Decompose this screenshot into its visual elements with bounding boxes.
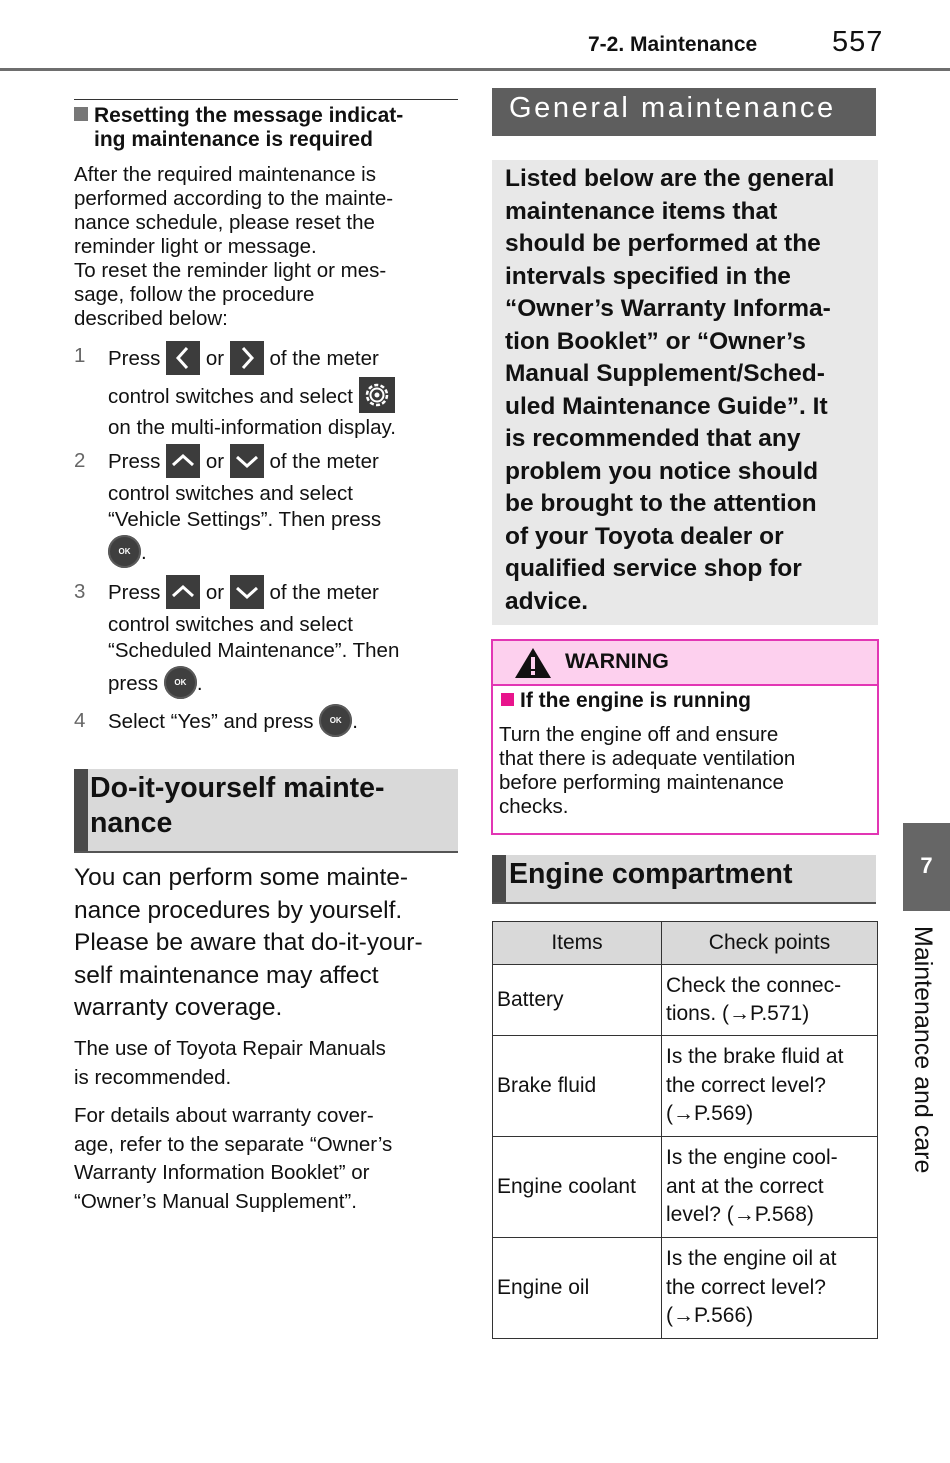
step-text: control switches and select <box>108 385 353 408</box>
step-text: or <box>205 347 225 370</box>
gm-line: qualified service shop for <box>505 555 802 582</box>
warning-line: Turn the engine off and ensure <box>499 723 779 746</box>
step-text: of the meter <box>269 581 379 604</box>
gm-line: problem you notice should <box>505 457 819 485</box>
ok-button-icon: OK <box>164 666 197 699</box>
heading-accent-bar <box>492 855 506 902</box>
table-cell-item: Battery <box>493 965 662 1036</box>
ok-button-icon: OK <box>319 704 352 737</box>
step-text: Press <box>108 347 161 370</box>
general-maintenance-title: General maintenance <box>509 92 836 124</box>
table-row <box>493 1036 878 1137</box>
intro-line: reminder light or message. <box>74 235 317 258</box>
warning-line: checks. <box>499 795 569 818</box>
diy-title <box>90 771 450 841</box>
step-number: 1 <box>74 344 86 367</box>
gm-line: intervals specified in the <box>505 262 791 290</box>
chevron-right-icon <box>230 341 264 375</box>
diy-title-line: nance <box>90 807 173 839</box>
diy-body-line: warranty coverage. <box>74 994 283 1021</box>
check-line: Is the engine cool- <box>666 1146 838 1170</box>
gm-line: uled Maintenance Guide”. It <box>505 392 828 420</box>
engine-compartment-title: Engine compartment <box>509 858 793 890</box>
table-cell-check-point <box>662 965 878 1036</box>
warning-text <box>499 723 869 819</box>
check-line: (→P.569) <box>666 1102 754 1126</box>
gm-line: is recommended that any <box>505 425 801 452</box>
check-line: Is the brake fluid at <box>666 1045 844 1069</box>
intro-line: described below: <box>74 307 228 330</box>
table-cell-item: Brake fluid <box>493 1036 662 1137</box>
gm-line: advice. <box>505 587 589 615</box>
intro-line: sage, follow the procedure <box>74 283 315 306</box>
warning-label: WARNING <box>565 649 669 673</box>
reset-heading-line2: ing maintenance is required <box>94 128 373 151</box>
note-line: is recommended. <box>74 1065 232 1089</box>
gm-line: of your Toyota dealer or <box>505 522 784 550</box>
warning-box <box>491 639 879 835</box>
gm-line: be brought to the attention <box>505 490 817 517</box>
gm-line: should be performed at the <box>505 230 821 257</box>
chevron-left-icon <box>166 341 200 375</box>
step-number: 4 <box>74 709 86 732</box>
diy-body-line: self maintenance may affect <box>74 961 379 989</box>
warning-subheading <box>501 689 751 713</box>
step-text: of the meter <box>269 450 379 473</box>
step-text: on the multi-information display. <box>108 415 396 439</box>
header-divider <box>0 68 950 71</box>
note-line: age, refer to the separate “Owner’s <box>74 1132 393 1156</box>
warning-header <box>493 641 877 686</box>
step-text: . <box>352 710 358 733</box>
general-maintenance-box <box>492 160 878 625</box>
note-line: Warranty Information Booklet” or <box>74 1161 370 1184</box>
bullet-square-icon <box>501 693 514 706</box>
table-cell-check-point <box>662 1137 878 1238</box>
note-line: “Owner’s Manual Supplement”. <box>74 1189 357 1213</box>
diy-body-line: You can perform some mainte- <box>74 864 409 891</box>
general-maintenance-text <box>505 163 871 618</box>
chapter-tab[interactable] <box>903 823 950 911</box>
step-text: . <box>196 672 203 695</box>
reset-heading-line1: Resetting the message indicat- <box>94 104 404 127</box>
step-text: control switches and select <box>108 482 353 505</box>
check-line: ant at the correct <box>666 1174 824 1198</box>
check-line: Is the engine oil at <box>666 1247 837 1271</box>
gm-line: Listed below are the general <box>505 165 835 192</box>
diy-body-line: nance procedures by yourself. <box>74 896 403 924</box>
chapter-label: Maintenance and care <box>909 926 937 1174</box>
table-header-row <box>493 922 878 965</box>
check-line: (→P.566) <box>666 1304 754 1328</box>
chapter-number: 7 <box>920 853 933 878</box>
subsection-divider <box>74 99 458 100</box>
step-text: control switches and select <box>108 613 353 636</box>
note-line: The use of Toyota Repair Manuals <box>74 1037 386 1060</box>
step-text: of the meter <box>269 347 379 370</box>
table-cell-check-point <box>662 1238 878 1339</box>
intro-line: performed according to the mainte- <box>74 187 394 210</box>
warranty-note <box>74 1102 464 1216</box>
step-text: “Vehicle Settings”. Then press <box>108 508 382 531</box>
engine-compartment-heading-box <box>492 855 876 904</box>
heading-accent-bar <box>74 769 88 851</box>
step-text: . <box>141 541 147 564</box>
check-line: Check the connec- <box>666 973 842 997</box>
diy-heading-box <box>74 769 458 853</box>
page-number: 557 <box>832 26 884 58</box>
warning-line: before performing maintenance <box>499 771 784 794</box>
gm-line: “Owner’s Warranty Informa- <box>505 295 831 322</box>
step-text: “Scheduled Maintenance”. Then <box>108 639 400 662</box>
table-header-items: Items <box>493 922 662 965</box>
intro-line: To reset the reminder light or mes- <box>74 259 387 282</box>
step-1 <box>74 340 458 439</box>
ok-button-icon: OK <box>108 535 141 568</box>
note-line: For details about warranty cover- <box>74 1104 374 1127</box>
check-line: level? (→P.568) <box>666 1203 814 1227</box>
warning-triangle-icon <box>513 646 553 680</box>
reset-intro <box>74 163 458 331</box>
bullet-square-icon <box>74 107 88 121</box>
step-3 <box>74 574 458 702</box>
table-cell-item: Engine oil <box>493 1238 662 1339</box>
step-text: press <box>108 672 159 695</box>
chevron-down-icon <box>230 575 264 609</box>
warning-subheading-text: If the engine is running <box>520 689 751 712</box>
gm-line: Manual Supplement/Sched- <box>505 360 825 387</box>
step-text: Press <box>108 581 161 604</box>
check-line: tions. (→P.571) <box>666 1002 810 1025</box>
step-4 <box>74 703 458 743</box>
gm-line: tion Booklet” or “Owner’s <box>505 327 806 355</box>
table-cell-check-point <box>662 1036 878 1137</box>
diy-body <box>74 862 464 1025</box>
chevron-up-icon <box>166 575 200 609</box>
step-text: Select “Yes” and press <box>108 710 314 733</box>
engine-check-table <box>492 921 878 1339</box>
step-text: or <box>205 581 225 604</box>
general-maintenance-header <box>492 88 876 136</box>
table-row <box>493 1238 878 1339</box>
gm-line: maintenance items that <box>505 197 778 225</box>
table-row <box>493 965 878 1036</box>
section-title: 7-2. Maintenance <box>588 33 758 56</box>
table-cell-item: Engine coolant <box>493 1137 662 1238</box>
gear-icon <box>359 377 395 413</box>
warning-line: that there is adequate ventilation <box>499 747 796 770</box>
repair-manual-note <box>74 1035 464 1092</box>
table-header-check-points: Check points <box>662 922 878 965</box>
intro-line: After the required maintenance is <box>74 163 376 186</box>
step-text: or <box>205 450 225 473</box>
step-number: 2 <box>74 449 86 472</box>
check-line: the correct level? <box>666 1073 826 1097</box>
diy-title-line: Do-it-yourself mainte- <box>90 772 385 804</box>
table-row <box>493 1137 878 1238</box>
diy-body-line: Please be aware that do-it-your- <box>74 929 423 956</box>
step-number: 3 <box>74 580 86 603</box>
check-line: the correct level? <box>666 1275 826 1299</box>
step-2 <box>74 443 458 573</box>
step-text: Press <box>108 450 161 473</box>
chevron-down-icon <box>230 444 264 478</box>
reset-subheading <box>74 104 458 152</box>
intro-line: nance schedule, please reset the <box>74 211 375 234</box>
chevron-up-icon <box>166 444 200 478</box>
